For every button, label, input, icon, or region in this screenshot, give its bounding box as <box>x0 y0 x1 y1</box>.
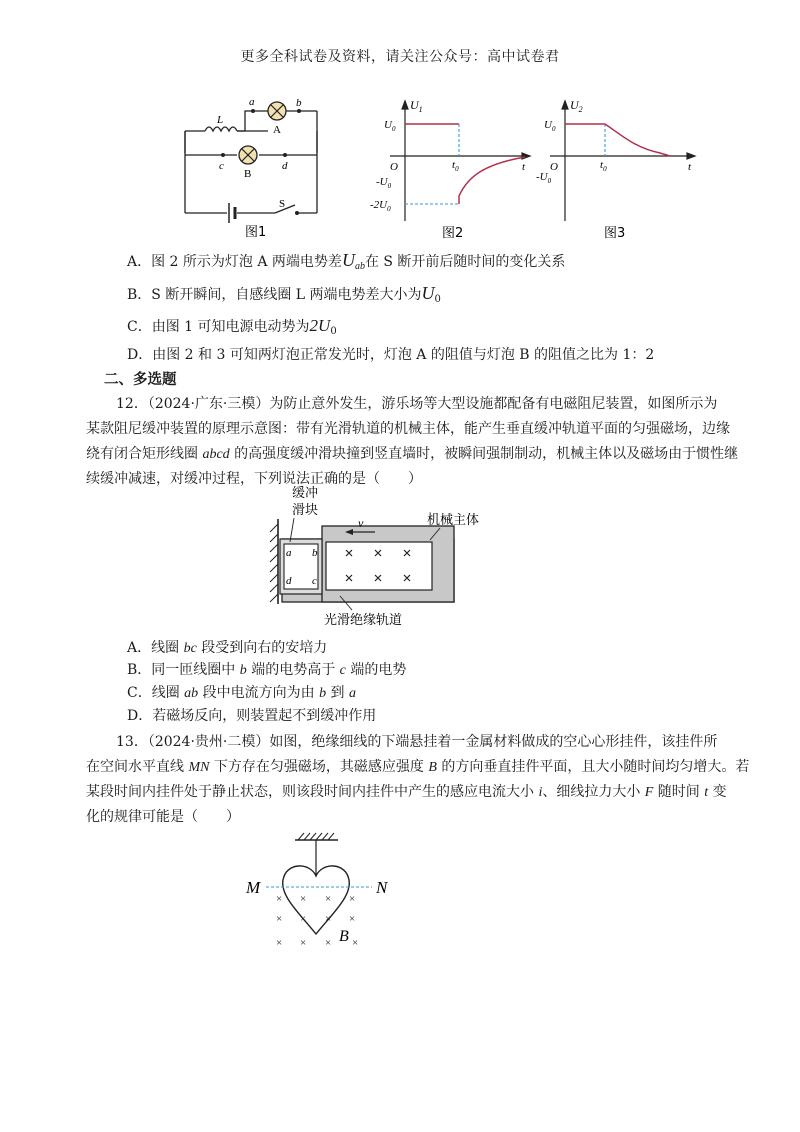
u1-axis-label: U <box>410 98 419 112</box>
fig2-u0-label: U <box>384 119 392 131</box>
q13-stem-line-2 <box>86 757 749 778</box>
q13-line2-sym1: MN <box>188 760 210 775</box>
q12-option-c-sym2: b <box>319 686 327 701</box>
q13-line3-text-end: 变 <box>708 784 727 800</box>
q12-option-b-mid: 端的电势高于 <box>246 662 340 678</box>
q12-option-a-text-end: 段受到向右的安培力 <box>196 640 328 656</box>
page-header: 更多全科试卷及资料，请关注公众号：高中试卷君 <box>240 49 560 65</box>
q11-option-c-text: C．由图 1 可知电源电动势为 <box>127 319 310 335</box>
fig3-u0-sub: 0 <box>551 125 556 133</box>
node-a-label: a <box>249 96 255 108</box>
fig3-t0-label: t <box>600 159 604 171</box>
q13-stem-line-3 <box>86 782 727 803</box>
q12-option-c-sym1: ab <box>184 686 199 701</box>
q11-option-c <box>127 316 337 342</box>
svg-text:×: × <box>325 913 332 925</box>
q11-option-a-text-end: 在 S 断开前后随时间的变化关系 <box>364 254 566 270</box>
svg-text:U0 <box>384 119 396 133</box>
q12-option-b-sym1: b <box>239 663 247 678</box>
figure-3-caption: 图3 <box>604 226 626 241</box>
svg-text:t0 <box>600 159 607 173</box>
q13-line3-mid: 、细线拉力大小 <box>542 784 645 800</box>
q11-option-d: D．由图 2 和 3 可知两灯泡正常发光时，灯泡 A 的阻值与灯泡 B 的阻值之比为 1：2 <box>127 347 655 363</box>
q11-option-c-sub: 0 <box>330 326 337 337</box>
q12-option-c-sym3: a <box>348 686 356 701</box>
fig2-t-axis: t <box>522 161 526 173</box>
q13-line3-sym2: F <box>644 785 654 800</box>
q11-option-a-text: A．图 2 所示为灯泡 A 两端电势差 <box>127 254 342 270</box>
fig3-neg-u0-label: -U <box>536 171 548 183</box>
q12-line3-symbol: abcd <box>202 447 230 462</box>
velocity-label: v <box>358 516 364 530</box>
q11-option-b-text: B．S 断开瞬间，自感线圈 L 两端电势差大小为 <box>127 287 422 303</box>
q13-stem-line-4: 化的规律可能是（ ） <box>86 809 240 825</box>
lamp-a-icon <box>268 102 286 120</box>
q13-line2-mid: 下方存在匀强磁场，其磁感应强度 <box>209 759 429 775</box>
q13-line2-text-end: 的方向垂直挂件平面，且大小随时间均匀增大。若 <box>436 759 750 775</box>
q12-stem-line-2: 某款阻尼缓冲装置的原理示意图：带有光滑轨道的机械主体，能产生垂直缓冲轨道平面的匀强磁场，边缘 <box>86 421 730 437</box>
coil-b-label: b <box>312 547 318 559</box>
q12-stem-line-3 <box>86 444 738 465</box>
q12-option-b-sym2: c <box>339 663 346 678</box>
q11-option-b-symbol: U <box>421 283 435 303</box>
q12-option-a-text: A．线圈 <box>127 640 184 656</box>
fig3-t-axis: t <box>688 161 692 173</box>
heart-pendant <box>283 866 350 934</box>
q12-stem-line-1: 12．（2024·广东·三模）为防止意外发生，游乐场等大型设施都配备有电磁阻尼装置，如图所示为 <box>116 396 718 412</box>
fig3-origin: O <box>550 161 558 173</box>
q12-option-d: D．若磁场反向，则装置起不到缓冲作用 <box>127 708 377 724</box>
svg-text:U1 <box>410 98 423 114</box>
damper-figure <box>262 484 512 634</box>
fig2-t0-sub: 0 <box>455 165 459 173</box>
q11-option-a <box>127 250 565 277</box>
coil-c-label: c <box>312 575 317 587</box>
q13-stem-line-1: 13．（2024·贵州·二模）如图，绝缘细线的下端悬挂着一金属材料做成的空心心形挂件，该挂件所 <box>116 734 718 750</box>
q13-line3-text: 某段时间内挂件处于静止状态，则该段时间内挂件中产生的感应电流大小 <box>86 784 539 800</box>
circuit-figure-1 <box>175 95 335 240</box>
body-label: 机械主体 <box>427 513 480 528</box>
svg-text:×: × <box>276 937 283 949</box>
q12-option-c-mid: 段中电流方向为由 <box>198 685 320 701</box>
svg-text:×: × <box>325 893 332 905</box>
svg-text:-U0 <box>536 171 552 185</box>
slider-label-line1: 缓冲 <box>292 486 319 501</box>
track-label: 光滑绝缘轨道 <box>324 613 403 628</box>
fig2-neg-u0-label: -U <box>376 176 388 188</box>
fig2-t0-label: t <box>452 159 456 171</box>
slider-label-line2: 滑块 <box>292 503 319 518</box>
q12-option-b-text-end: 端的电势 <box>345 662 407 678</box>
heart-pendant-figure <box>240 830 400 955</box>
q13-line3-mid2: 随时间 <box>653 784 705 800</box>
fig2-neg-u0-sub: 0 <box>387 182 392 190</box>
svg-text:×: × <box>276 913 283 925</box>
q11-option-b <box>127 283 441 310</box>
label-n: N <box>376 878 388 897</box>
fig2-neg-2u0-label: -2U <box>370 199 388 211</box>
svg-text:×: × <box>300 893 307 905</box>
q11-option-c-symbol: 2U <box>309 316 331 335</box>
node-c-label: c <box>219 160 224 172</box>
svg-text:×: × <box>349 893 356 905</box>
label-b-field: B <box>339 928 349 945</box>
q13-line3-sym1: i <box>538 785 543 800</box>
q13-line2-text: 在空间水平直线 <box>86 759 189 775</box>
graph-figure-3 <box>530 96 700 241</box>
node-d-label: d <box>282 160 288 172</box>
inductor-label: L <box>217 114 224 126</box>
svg-text:×: × <box>325 937 332 949</box>
svg-text:×: × <box>352 937 359 949</box>
fig3-u0-label: U <box>544 119 552 131</box>
svg-text:×: × <box>300 913 307 925</box>
q12-option-a <box>127 638 327 659</box>
lamp-a-label: A <box>273 124 281 136</box>
q12-stem-line-4: 续缓冲减速，对缓冲过程，下列说法正确的是（ ） <box>86 471 422 487</box>
q11-option-b-sub: 0 <box>434 294 441 305</box>
u2-axis-sub: 2 <box>578 105 583 114</box>
label-m: M <box>246 878 261 897</box>
q13-line3-sym3: t <box>704 785 709 800</box>
svg-text:U0 <box>544 119 556 133</box>
q13-line2-sym2: B <box>428 760 437 775</box>
u1-axis-sub: 1 <box>418 105 423 114</box>
section-title: 二、多选题 <box>104 371 177 388</box>
q12-option-c-text: C．线圈 <box>127 685 185 701</box>
fig2-origin: O <box>390 161 398 173</box>
coil-d-label: d <box>286 575 292 587</box>
q11-option-a-symbol: U <box>341 250 355 270</box>
q12-option-a-symbol: bc <box>183 641 197 656</box>
q12-line3-text-end: 的高强度缓冲滑块撞到竖直墙时，被瞬间强制制动，机械主体以及磁场由于惯性继 <box>229 446 739 462</box>
figure-2-caption: 图2 <box>442 226 464 241</box>
svg-text:×: × <box>300 937 307 949</box>
svg-text:t0 <box>452 159 459 173</box>
lamp-b-label: B <box>244 168 252 180</box>
q11-option-a-sub: ab <box>354 261 365 272</box>
fig3-t0-sub: 0 <box>603 165 607 173</box>
q12-option-c-to: 到 <box>326 685 349 701</box>
switch-label: S <box>279 198 286 210</box>
svg-text:-2U0 <box>370 199 391 213</box>
svg-text:U2 <box>570 98 583 114</box>
q12-option-b-text: B．同一匝线圈中 <box>127 662 240 678</box>
coil-a-label: a <box>286 547 292 559</box>
fig2-u0-sub: 0 <box>391 125 396 133</box>
fig2-neg-2u0-sub: 0 <box>387 205 391 213</box>
svg-text:-U0 <box>376 176 392 190</box>
q12-option-b <box>127 660 406 681</box>
q12-option-c <box>127 683 356 704</box>
battery-icon <box>229 203 235 223</box>
svg-text:×: × <box>349 913 356 925</box>
graph-figure-2 <box>370 96 535 241</box>
q12-line3-text: 绕有闭合矩形线圈 <box>86 446 203 462</box>
node-b-label: b <box>296 97 302 109</box>
u2-axis-label: U <box>570 98 579 112</box>
fig3-neg-u0-sub: 0 <box>547 177 552 185</box>
figure-1-caption: 图1 <box>245 225 267 240</box>
lamp-b-icon <box>239 146 257 164</box>
svg-text:×: × <box>276 893 283 905</box>
